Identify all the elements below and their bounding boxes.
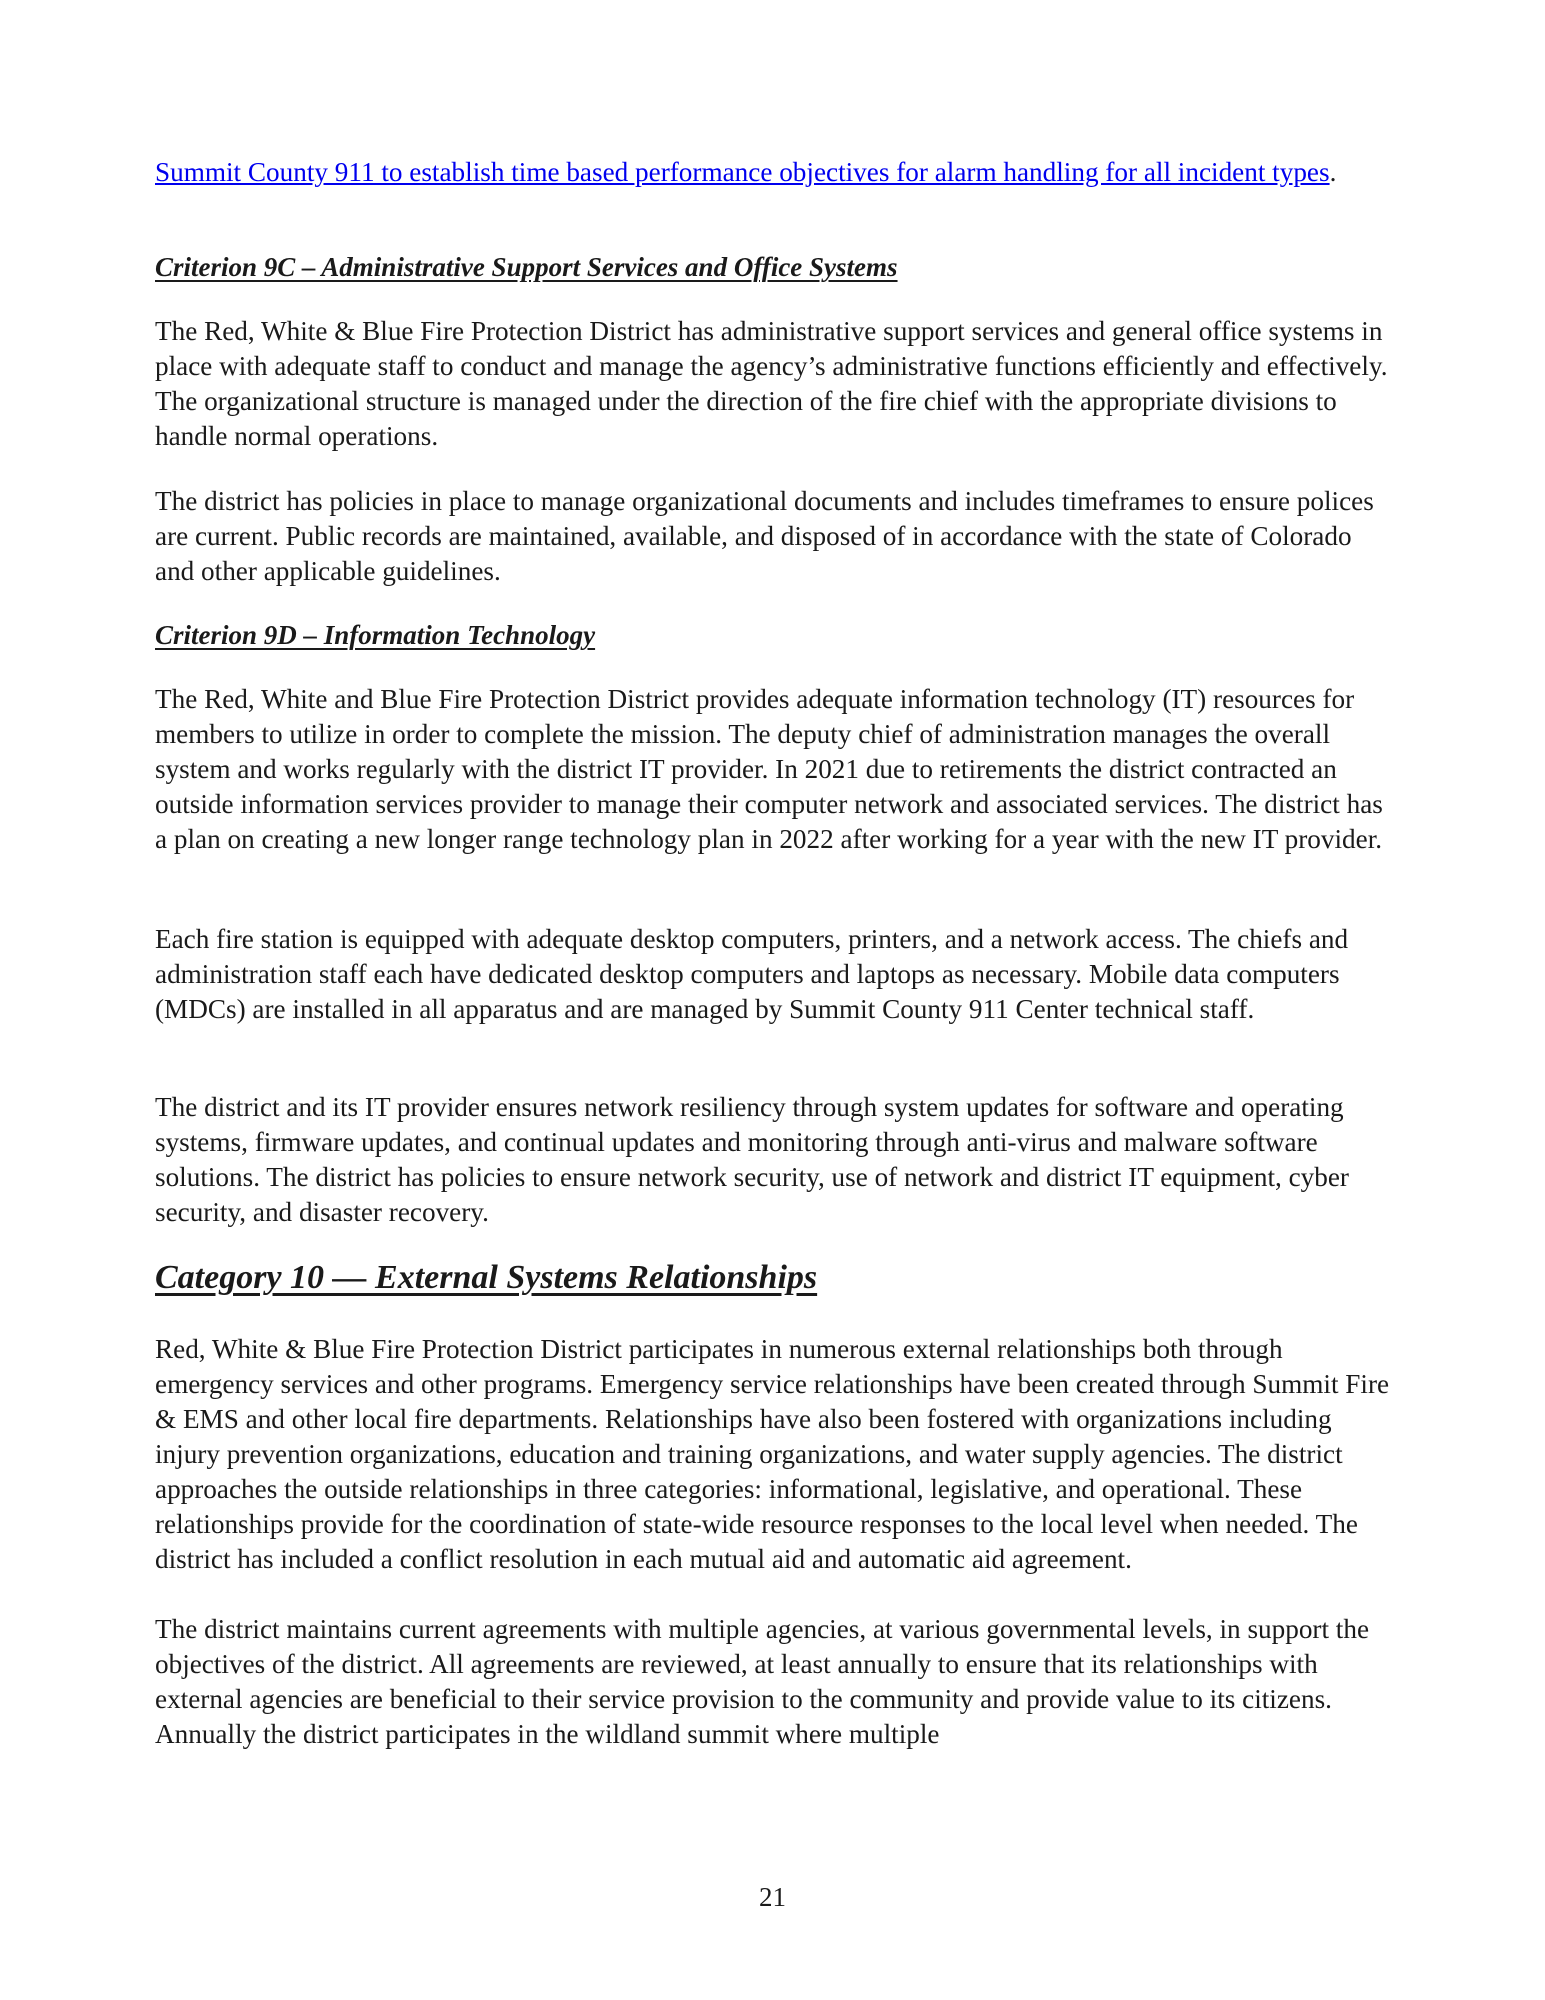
- link-trailing-punctuation: .: [1329, 157, 1337, 187]
- criterion-9c-heading: Criterion 9C – Administrative Support Services and Office Systems: [155, 252, 898, 282]
- criterion-9d-heading: Criterion 9D – Information Technology: [155, 620, 596, 650]
- criterion-9c-paragraph-2: The district has policies in place to manage organizational documents and includes timeframes to ensure polices are current. Public records are maintained, available, and disposed of in accordance with the state of Colorado and other applicable guidelines.: [155, 486, 1374, 586]
- criterion-9c-paragraph-1: The Red, White & Blue Fire Protection District has administrative support services and general office systems in place with adequate staff to conduct and manage the agency’s administrative functions efficiently and effectively. The organizational structure is managed under the direction of the fire chief with the appropriate divisions to handle normal operations.: [155, 316, 1388, 451]
- performance-objectives-link[interactable]: Summit County 911 to establish time based performance objectives for alarm handling for all incident types: [155, 157, 1330, 187]
- criterion-9d-paragraph-1: The Red, White and Blue Fire Protection District provides adequate information technology (IT) resources for members to utilize in order to complete the mission. The deputy chief of administration manages the overall system and works regularly with the district IT provider. In 2021 due to retirements the district contracted an outside information services provider to manage their computer network and associated services. The district has a plan on creating a new longer range technology plan in 2022 after working for a year with the new IT provider.: [155, 684, 1383, 854]
- page-number: 21: [759, 1882, 786, 1912]
- category-10-paragraph-2: The district maintains current agreements with multiple agencies, at various governmental levels, in support the objectives of the district. All agreements are reviewed, at least annually to ensure that its relationships with external agencies are beneficial to their service provision to the community and provide value to its citizens. Annually the district participates in the wildland summit where multiple: [155, 1614, 1370, 1749]
- continuation-paragraph: [155, 155, 1395, 190]
- criterion-9d-paragraph-3: The district and its IT provider ensures network resiliency through system updates for software and operating systems, firmware updates, and continual updates and monitoring through anti-virus and malware software solutions. The district has policies to ensure network security, use of network and district IT equipment, cyber security, and disaster recovery.: [155, 1092, 1349, 1227]
- category-10-heading: Category 10 — External Systems Relationships: [155, 1259, 818, 1296]
- criterion-9d-paragraph-2: Each fire station is equipped with adequate desktop computers, printers, and a network access. The chiefs and administration staff each have dedicated desktop computers and laptops as necessary. Mobile data computers (MDCs) are installed in all apparatus and are managed by Summit County 911 Center technical staff.: [155, 924, 1349, 1024]
- category-10-paragraph-1: Red, White & Blue Fire Protection District participates in numerous external relationships both through emergency services and other programs. Emergency service relationships have been created through Summit Fire & EMS and other local fire departments. Relationships have also been fostered with organizations including injury prevention organizations, education and training organizations, and water supply agencies. The district approaches the outside relationships in three categories: informational, legislative, and operational. These relationships provide for the coordination of state-wide resource responses to the local level when needed. The district has included a conflict resolution in each mutual aid and automatic aid agreement.: [155, 1334, 1390, 1574]
